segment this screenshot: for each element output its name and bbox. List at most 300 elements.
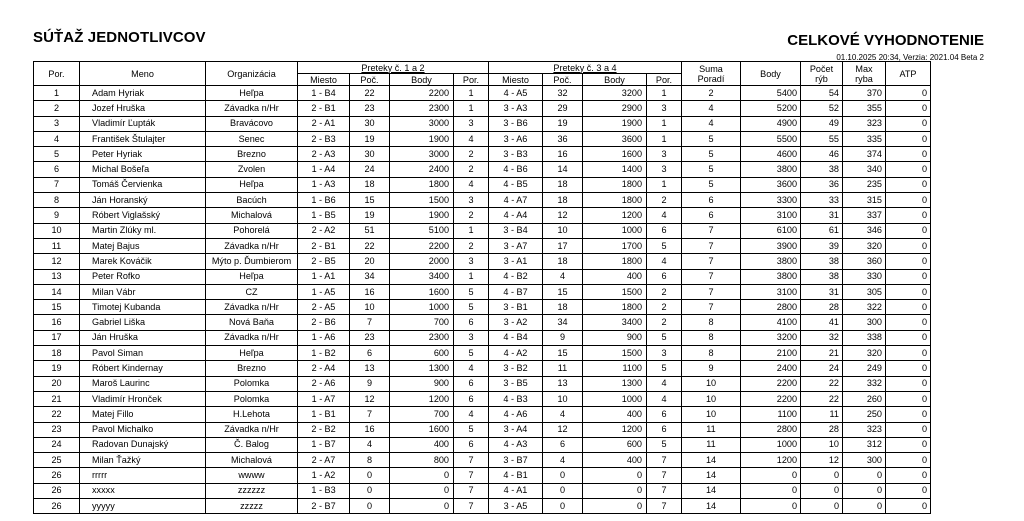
table-row — [34, 193, 931, 208]
cell-name: Jozef Hruška — [80, 101, 206, 116]
cell-order-1: 1 — [454, 269, 489, 284]
cell-count-2: 18 — [543, 193, 583, 208]
cell-place-1: 2 - B6 — [298, 315, 350, 330]
col-header-body-total: Body — [741, 62, 801, 86]
cell-count-2: 10 — [543, 391, 583, 406]
cell-place-2: 4 - B4 — [489, 330, 543, 345]
cell-organization: Brezno — [206, 147, 298, 162]
cell-place-1: 2 - A1 — [298, 116, 350, 131]
cell-order-1: 2 — [454, 208, 489, 223]
cell-points-2: 1500 — [583, 284, 647, 299]
cell-order-2: 1 — [647, 131, 682, 146]
cell-organization: H.Lehota — [206, 407, 298, 422]
cell-organization: Michalová — [206, 453, 298, 468]
cell-count-1: 9 — [350, 376, 390, 391]
cell-organization: zzzzz — [206, 499, 298, 514]
cell-max-fish: 300 — [843, 453, 886, 468]
cell-count-1: 16 — [350, 422, 390, 437]
cell-organization: Michalová — [206, 208, 298, 223]
cell-name: Marek Kováčik — [80, 254, 206, 269]
cell-rank: 22 — [34, 407, 80, 422]
cell-points-total: 0 — [741, 483, 801, 498]
cell-max-fish: 370 — [843, 86, 886, 101]
cell-fish-count: 38 — [801, 162, 843, 177]
cell-place-1: 1 - B1 — [298, 407, 350, 422]
cell-count-1: 4 — [350, 437, 390, 452]
cell-points-1: 2000 — [390, 254, 454, 269]
cell-place-2: 3 - B6 — [489, 116, 543, 131]
cell-place-1: 1 - B7 — [298, 437, 350, 452]
cell-count-2: 6 — [543, 437, 583, 452]
cell-place-1: 2 - B1 — [298, 101, 350, 116]
cell-count-1: 23 — [350, 101, 390, 116]
cell-place-2: 4 - B3 — [489, 391, 543, 406]
col-header-meno: Meno — [80, 62, 206, 86]
cell-points-1: 700 — [390, 407, 454, 422]
cell-count-2: 9 — [543, 330, 583, 345]
cell-points-total: 6100 — [741, 223, 801, 238]
cell-order-2: 6 — [647, 407, 682, 422]
cell-rank: 14 — [34, 284, 80, 299]
table-row — [34, 254, 931, 269]
cell-rank: 26 — [34, 483, 80, 498]
cell-rank: 2 — [34, 101, 80, 116]
cell-atp: 0 — [886, 346, 931, 361]
cell-fish-count: 10 — [801, 437, 843, 452]
cell-rank: 26 — [34, 499, 80, 514]
cell-name: Ján Hruška — [80, 330, 206, 345]
cell-place-1: 1 - B3 — [298, 483, 350, 498]
cell-max-fish: 323 — [843, 422, 886, 437]
cell-name: Milan Ťažký — [80, 453, 206, 468]
cell-order-2: 5 — [647, 437, 682, 452]
cell-rank: 18 — [34, 346, 80, 361]
cell-order-1: 3 — [454, 330, 489, 345]
cell-name: Matej Fillo — [80, 407, 206, 422]
cell-place-1: 1 - A7 — [298, 391, 350, 406]
cell-count-2: 32 — [543, 86, 583, 101]
cell-fish-count: 41 — [801, 315, 843, 330]
cell-rank: 20 — [34, 376, 80, 391]
table-row — [34, 346, 931, 361]
cell-count-1: 16 — [350, 284, 390, 299]
cell-points-total: 2200 — [741, 376, 801, 391]
col-group-race-3-4: Preteky č. 3 a 4 — [489, 62, 682, 74]
cell-points-2: 3200 — [583, 86, 647, 101]
cell-points-total: 1000 — [741, 437, 801, 452]
cell-count-1: 15 — [350, 193, 390, 208]
cell-atp: 0 — [886, 376, 931, 391]
cell-place-2: 3 - B7 — [489, 453, 543, 468]
cell-place-2: 4 - A4 — [489, 208, 543, 223]
cell-rank: 4 — [34, 131, 80, 146]
cell-place-2: 3 - A3 — [489, 101, 543, 116]
cell-points-2: 400 — [583, 453, 647, 468]
cell-sum-orders: 4 — [682, 116, 741, 131]
cell-atp: 0 — [886, 453, 931, 468]
cell-name: Pavol Michalko — [80, 422, 206, 437]
cell-points-1: 0 — [390, 483, 454, 498]
cell-sum-orders: 10 — [682, 407, 741, 422]
cell-fish-count: 0 — [801, 468, 843, 483]
cell-order-1: 4 — [454, 131, 489, 146]
table-row — [34, 483, 931, 498]
cell-organization: Mýto p. Ďumbierom — [206, 254, 298, 269]
cell-count-2: 4 — [543, 453, 583, 468]
cell-max-fish: 320 — [843, 238, 886, 253]
cell-organization: Heľpa — [206, 269, 298, 284]
cell-sum-orders: 14 — [682, 468, 741, 483]
cell-name: Timotej Kubanda — [80, 300, 206, 315]
cell-organization: zzzzzz — [206, 483, 298, 498]
cell-rank: 16 — [34, 315, 80, 330]
cell-count-1: 51 — [350, 223, 390, 238]
cell-order-2: 1 — [647, 116, 682, 131]
cell-count-2: 13 — [543, 376, 583, 391]
cell-points-total: 3300 — [741, 193, 801, 208]
cell-points-1: 2200 — [390, 238, 454, 253]
cell-organization: CZ — [206, 284, 298, 299]
cell-atp: 0 — [886, 177, 931, 192]
cell-organization: Heľpa — [206, 346, 298, 361]
cell-sum-orders: 14 — [682, 483, 741, 498]
cell-points-2: 1800 — [583, 193, 647, 208]
cell-atp: 0 — [886, 468, 931, 483]
cell-points-1: 1600 — [390, 422, 454, 437]
table-row — [34, 330, 931, 345]
cell-count-2: 14 — [543, 162, 583, 177]
cell-organization: Heľpa — [206, 86, 298, 101]
cell-points-2: 1600 — [583, 147, 647, 162]
cell-sum-orders: 7 — [682, 254, 741, 269]
cell-order-2: 3 — [647, 147, 682, 162]
cell-points-2: 0 — [583, 499, 647, 514]
col-header-poc-1: Poč. — [350, 74, 390, 86]
table-row — [34, 177, 931, 192]
cell-place-2: 3 - B5 — [489, 376, 543, 391]
cell-place-2: 4 - A1 — [489, 483, 543, 498]
cell-count-1: 13 — [350, 361, 390, 376]
cell-sum-orders: 4 — [682, 101, 741, 116]
cell-place-1: 1 - B6 — [298, 193, 350, 208]
cell-count-1: 34 — [350, 269, 390, 284]
cell-name: Vladimír Hronček — [80, 391, 206, 406]
cell-points-total: 4600 — [741, 147, 801, 162]
cell-order-2: 6 — [647, 422, 682, 437]
cell-rank: 25 — [34, 453, 80, 468]
cell-fish-count: 49 — [801, 116, 843, 131]
cell-atp: 0 — [886, 208, 931, 223]
cell-sum-orders: 14 — [682, 453, 741, 468]
cell-fish-count: 21 — [801, 346, 843, 361]
cell-points-2: 1000 — [583, 391, 647, 406]
cell-count-1: 0 — [350, 499, 390, 514]
cell-order-1: 7 — [454, 499, 489, 514]
cell-name: yyyyy — [80, 499, 206, 514]
cell-points-1: 1900 — [390, 131, 454, 146]
cell-points-1: 1800 — [390, 177, 454, 192]
cell-sum-orders: 7 — [682, 269, 741, 284]
cell-name: xxxxx — [80, 483, 206, 498]
cell-points-1: 1500 — [390, 193, 454, 208]
cell-points-total: 3800 — [741, 162, 801, 177]
cell-sum-orders: 7 — [682, 238, 741, 253]
cell-place-1: 2 - B3 — [298, 131, 350, 146]
cell-points-1: 400 — [390, 437, 454, 452]
cell-points-2: 1700 — [583, 238, 647, 253]
cell-points-2: 2900 — [583, 101, 647, 116]
cell-sum-orders: 5 — [682, 177, 741, 192]
cell-place-1: 1 - A2 — [298, 468, 350, 483]
cell-count-2: 15 — [543, 346, 583, 361]
cell-order-1: 6 — [454, 376, 489, 391]
cell-points-total: 2800 — [741, 300, 801, 315]
cell-count-1: 19 — [350, 208, 390, 223]
cell-count-2: 12 — [543, 422, 583, 437]
cell-count-2: 29 — [543, 101, 583, 116]
cell-fish-count: 22 — [801, 376, 843, 391]
cell-max-fish: 330 — [843, 269, 886, 284]
col-header-suma: Suma Poradí — [682, 62, 741, 86]
cell-points-1: 1000 — [390, 300, 454, 315]
cell-organization: Bravácovo — [206, 116, 298, 131]
cell-rank: 12 — [34, 254, 80, 269]
table-row — [34, 453, 931, 468]
page-title: SÚŤAŽ JEDNOTLIVCOV — [33, 29, 206, 46]
cell-atp: 0 — [886, 284, 931, 299]
cell-max-fish: 249 — [843, 361, 886, 376]
cell-place-2: 3 - A4 — [489, 422, 543, 437]
cell-atp: 0 — [886, 147, 931, 162]
col-header-por: Por. — [34, 62, 80, 86]
table-row — [34, 208, 931, 223]
cell-points-2: 900 — [583, 330, 647, 345]
cell-points-1: 0 — [390, 499, 454, 514]
cell-count-2: 18 — [543, 300, 583, 315]
table-row — [34, 269, 931, 284]
cell-order-1: 3 — [454, 254, 489, 269]
cell-place-2: 4 - B5 — [489, 177, 543, 192]
cell-points-total: 3200 — [741, 330, 801, 345]
cell-atp: 0 — [886, 116, 931, 131]
cell-count-2: 18 — [543, 177, 583, 192]
cell-rank: 5 — [34, 147, 80, 162]
cell-order-1: 4 — [454, 407, 489, 422]
cell-sum-orders: 8 — [682, 346, 741, 361]
cell-atp: 0 — [886, 300, 931, 315]
cell-name: Peter Hyriak — [80, 147, 206, 162]
table-row — [34, 162, 931, 177]
results-table — [33, 61, 931, 514]
table-row — [34, 131, 931, 146]
cell-place-1: 2 - B1 — [298, 238, 350, 253]
cell-atp: 0 — [886, 254, 931, 269]
cell-points-total: 2400 — [741, 361, 801, 376]
cell-rank: 19 — [34, 361, 80, 376]
cell-max-fish: 346 — [843, 223, 886, 238]
cell-rank: 3 — [34, 116, 80, 131]
cell-name: Milan Vábr — [80, 284, 206, 299]
col-header-body-1: Body — [390, 74, 454, 86]
table-row — [34, 116, 931, 131]
col-header-org: Organizácia — [206, 62, 298, 86]
col-header-miesto-1: Miesto — [298, 74, 350, 86]
cell-sum-orders: 11 — [682, 437, 741, 452]
cell-place-1: 1 - B4 — [298, 86, 350, 101]
cell-order-2: 7 — [647, 468, 682, 483]
cell-points-total: 4100 — [741, 315, 801, 330]
cell-rank: 8 — [34, 193, 80, 208]
cell-points-total: 0 — [741, 499, 801, 514]
cell-sum-orders: 7 — [682, 223, 741, 238]
cell-order-1: 6 — [454, 391, 489, 406]
cell-order-2: 2 — [647, 284, 682, 299]
cell-fish-count: 55 — [801, 131, 843, 146]
cell-count-2: 19 — [543, 116, 583, 131]
cell-points-1: 900 — [390, 376, 454, 391]
cell-atp: 0 — [886, 223, 931, 238]
cell-order-1: 4 — [454, 177, 489, 192]
cell-sum-orders: 5 — [682, 162, 741, 177]
cell-name: Róbert Viglašský — [80, 208, 206, 223]
cell-order-1: 1 — [454, 223, 489, 238]
col-header-body-2: Body — [583, 74, 647, 86]
cell-name: rrrrr — [80, 468, 206, 483]
cell-place-2: 3 - B3 — [489, 147, 543, 162]
cell-count-1: 18 — [350, 177, 390, 192]
cell-place-2: 4 - B7 — [489, 284, 543, 299]
cell-points-total: 4900 — [741, 116, 801, 131]
cell-sum-orders: 2 — [682, 86, 741, 101]
cell-max-fish: 235 — [843, 177, 886, 192]
cell-order-1: 6 — [454, 437, 489, 452]
cell-count-2: 17 — [543, 238, 583, 253]
cell-max-fish: 0 — [843, 499, 886, 514]
cell-sum-orders: 8 — [682, 315, 741, 330]
cell-count-2: 36 — [543, 131, 583, 146]
cell-points-2: 1500 — [583, 346, 647, 361]
cell-organization: Senec — [206, 131, 298, 146]
cell-max-fish: 338 — [843, 330, 886, 345]
cell-order-2: 7 — [647, 483, 682, 498]
cell-place-1: 1 - B5 — [298, 208, 350, 223]
col-header-por-2: Por. — [647, 74, 682, 86]
cell-max-fish: 337 — [843, 208, 886, 223]
cell-points-1: 0 — [390, 468, 454, 483]
cell-fish-count: 28 — [801, 422, 843, 437]
cell-points-total: 1200 — [741, 453, 801, 468]
cell-sum-orders: 7 — [682, 284, 741, 299]
cell-fish-count: 46 — [801, 147, 843, 162]
cell-fish-count: 0 — [801, 483, 843, 498]
col-header-pocet-ryb: Počet rýb — [801, 62, 843, 86]
cell-max-fish: 322 — [843, 300, 886, 315]
table-row — [34, 86, 931, 101]
cell-organization: Závadka n/Hr — [206, 330, 298, 345]
cell-order-2: 3 — [647, 162, 682, 177]
cell-order-2: 7 — [647, 453, 682, 468]
cell-atp: 0 — [886, 315, 931, 330]
cell-fish-count: 31 — [801, 284, 843, 299]
cell-points-total: 3600 — [741, 177, 801, 192]
cell-name: Róbert Kindernay — [80, 361, 206, 376]
cell-fish-count: 0 — [801, 499, 843, 514]
cell-points-2: 0 — [583, 483, 647, 498]
cell-points-1: 1200 — [390, 391, 454, 406]
cell-rank: 24 — [34, 437, 80, 452]
cell-atp: 0 — [886, 437, 931, 452]
cell-count-1: 0 — [350, 468, 390, 483]
cell-sum-orders: 9 — [682, 361, 741, 376]
cell-name: Vladimír Ľupták — [80, 116, 206, 131]
cell-order-2: 5 — [647, 361, 682, 376]
cell-count-1: 23 — [350, 330, 390, 345]
cell-count-2: 18 — [543, 254, 583, 269]
cell-points-1: 2300 — [390, 330, 454, 345]
cell-count-2: 4 — [543, 407, 583, 422]
cell-sum-orders: 8 — [682, 330, 741, 345]
cell-max-fish: 374 — [843, 147, 886, 162]
cell-order-1: 7 — [454, 483, 489, 498]
cell-points-1: 2200 — [390, 86, 454, 101]
cell-atp: 0 — [886, 193, 931, 208]
cell-place-2: 3 - A5 — [489, 499, 543, 514]
cell-name: Maroš Laurinc — [80, 376, 206, 391]
cell-fish-count: 52 — [801, 101, 843, 116]
cell-atp: 0 — [886, 391, 931, 406]
cell-rank: 17 — [34, 330, 80, 345]
table-row — [34, 238, 931, 253]
cell-place-1: 1 - A1 — [298, 269, 350, 284]
cell-fish-count: 39 — [801, 238, 843, 253]
table-row — [34, 422, 931, 437]
cell-atp: 0 — [886, 361, 931, 376]
cell-fish-count: 38 — [801, 254, 843, 269]
cell-points-2: 1300 — [583, 376, 647, 391]
cell-count-1: 12 — [350, 391, 390, 406]
cell-sum-orders: 10 — [682, 376, 741, 391]
cell-points-total: 3900 — [741, 238, 801, 253]
col-header-por-1: Por. — [454, 74, 489, 86]
table-row — [34, 284, 931, 299]
cell-organization: Heľpa — [206, 177, 298, 192]
cell-count-1: 7 — [350, 315, 390, 330]
cell-order-2: 5 — [647, 330, 682, 345]
cell-count-1: 30 — [350, 147, 390, 162]
cell-points-1: 1300 — [390, 361, 454, 376]
cell-points-total: 0 — [741, 468, 801, 483]
cell-max-fish: 340 — [843, 162, 886, 177]
cell-name: Michal Bošeľa — [80, 162, 206, 177]
table-row — [34, 223, 931, 238]
cell-organization: Nová Baňa — [206, 315, 298, 330]
cell-organization: Brezno — [206, 361, 298, 376]
cell-place-1: 2 - B5 — [298, 254, 350, 269]
col-header-poc-2: Poč. — [543, 74, 583, 86]
cell-points-1: 2300 — [390, 101, 454, 116]
cell-organization: Č. Balog — [206, 437, 298, 452]
cell-points-total: 3100 — [741, 284, 801, 299]
cell-organization: Polomka — [206, 391, 298, 406]
cell-atp: 0 — [886, 86, 931, 101]
cell-fish-count: 24 — [801, 361, 843, 376]
cell-organization: Závadka n/Hr — [206, 238, 298, 253]
cell-count-2: 0 — [543, 483, 583, 498]
cell-place-2: 4 - B2 — [489, 269, 543, 284]
cell-place-1: 2 - A4 — [298, 361, 350, 376]
cell-order-2: 6 — [647, 269, 682, 284]
cell-name: Tomáš Červienka — [80, 177, 206, 192]
